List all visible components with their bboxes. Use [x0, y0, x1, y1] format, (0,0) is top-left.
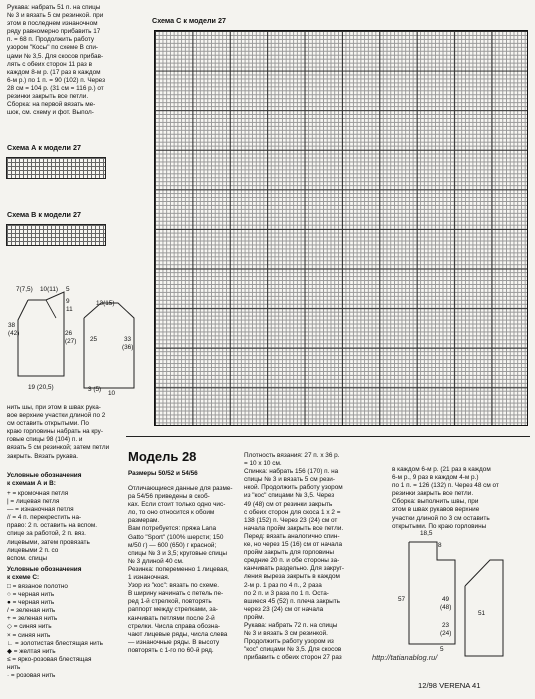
col2-text: Отличающиеся данные для разме- ра 54/56 приведены в скоб- ках. Если стоит только одно чис- ло, то оно относится к обоим размерам. Вам потребуется: пряжа Lana Gatto "Sport" (100% шерсти; 150 м/50 г) — 600 (650) г красной; спицы № 3 и 3,5; круговые спицы № 3 длиной 40 см. Резинка: попеременно 1 лицевая, 1 изнаночная. Узор из "кос": вязать по схеме. В ширину начинать с петель пе- ред 1-й стрелкой, повторять раппорт между стрелками, за- канчивать петлями после 2-й стрелки. Числа справа обозна- чают лицевые ряды, числа слева — изнаночные ряды. В высоту повторять с 1-го по 60-й ряд.	[128, 485, 233, 654]
sl-g: (24)	[440, 630, 452, 637]
section-divider	[126, 436, 530, 437]
col4-text: в каждом 6-м р. (21 раз в каждом 6-м р., 9 раз в каждом 4-м р.) по 1 п. = 126 (132) п. Через 48 см от резинки закрыть все петли. Сборка: выполнить швы, при этом в швах рукавов верхние участки длиной по 3 см оставить открытыми. По краю горловины	[392, 466, 499, 530]
legend-c-title: Условные обозначения к схеме С:	[7, 566, 82, 582]
model-title: Модель 28	[128, 449, 197, 464]
schema-diagram	[395, 536, 505, 664]
left-top-text: Рукава: набрать 51 п. на спицы № 3 и вязать 5 см резинкой. при этом в последнем изнаночном ряду равномерно прибавить 17 п. = 68 п. Продолжить работу узором "Косы" по схеме В спи- цами № 3,5. Для скосов прибав- лять с обеих сторон 11 раз в каждом 8-м р. (17 раз в каждом 6-м р.) по 1 п. = 90 (102) п. Через 28 см = 104 р. (31 см = 116 р.) от резинки закрыть все петли. Сборка: на первой вязать ме- шок, см. схему и фот. Выпол-	[7, 4, 106, 117]
dim-a: 7(7,5)	[16, 286, 33, 293]
dim-m: 19 (20,5)	[28, 384, 54, 391]
dim-f: 13(15)	[96, 300, 115, 307]
col3-text: Плотность вязания: 27 п. х 36 р. = 10 х 10 см. Спинка: набрать 156 (170) п. на спицы № 3 и вязать 5 см рези- нкой. Продолжить работу узором из "кос" спицами № 3,5. Через 49 (48) см от резинки закрыть с обеих сторон для скоса 1 x 2 = 138 (152) п. Через 23 (24) см от начала пройм закрыть все петли. Перед: вязать аналогично спин- ке, но через 15 (16) см от начала пройм закрыть для горловины средние 20 п. и обе стороны за- канчивать раздельно. Для закруг- ления выреза закрыть в каждом 2-м р. 1 раз по 4 п., 2 раза по 2 п. и 3 раза по 1 п. Оста- вшиеся 45 (52) п. плеча закрыть через 23 (24) см от начала пройм. Рукава: набрать 72 п. на спицы № 3 и вязать 3 см резинкой. Продолжить работу узором из "кос" спицами № 3,5. Для скосов прибавить с обеих сторон 27 раз	[244, 452, 344, 662]
sl-i: 51	[478, 610, 486, 617]
left-mid-text: нить шы, при этом в швах рука- вое верхние участки длиной по 2 см оставить открытыми. По краю горловины набрать на кру- говые спицы 98 (104) п. и вязать 5 см резинкой; затем петли закрыть. Вязать рукава.	[7, 404, 110, 460]
dim-d: 9	[66, 298, 70, 305]
page-footer: 12/98 VERENA 41	[418, 681, 481, 690]
dim-g: 38	[8, 322, 16, 329]
dim-c: 5	[66, 286, 70, 293]
dim-n: 3 (5)	[88, 386, 102, 393]
watermark: http://tatianablog.ru/	[372, 653, 438, 662]
dim-j: 25	[90, 336, 98, 343]
scheme-b-title: Схема В к модели 27	[7, 210, 81, 219]
scheme-a-title: Схема А к модели 27	[7, 143, 81, 152]
legend-c: □ = вязаное полотно ○ = черная нить ● = черная нить / = зеленая нить + = зеленая нить ◇ = синяя нить × = синяя нить ∟ = золотистая блестящая нить ◆ = желтая нить ≤ = ярко-розовая блестящая нить · = розовая нить	[7, 583, 104, 680]
sl-a: 18,5	[420, 530, 433, 537]
dim-i: (27)	[65, 338, 77, 345]
scheme-c-chart	[154, 30, 528, 426]
dim-o: 10	[108, 390, 116, 397]
scheme-b-chart	[6, 224, 106, 246]
sl-b: 8	[438, 542, 442, 549]
sl-c: 49	[442, 596, 450, 603]
legend-ab: + = кромочная петля | = лицевая петля — = изнаночная петля // = 4 п. перекрестить на- право: 2 п. оставить на вспом. спице за работой, 2 п. вяз. лицевыми, затем провязать лицевыми 2 п. со вспом. спицы	[7, 490, 98, 562]
dim-b: 10(11)	[40, 286, 58, 293]
dim-k: 33	[124, 336, 132, 343]
legend-ab-title: Условные обозначения к схемам А и В:	[7, 472, 82, 488]
scheme-c-title: Схема С к модели 27	[152, 16, 226, 25]
scheme-a-chart	[6, 157, 106, 179]
sl-h: 5	[440, 646, 444, 653]
sl-f: 23	[442, 622, 450, 629]
dim-g2: (42)	[8, 330, 20, 337]
sl-d: (48)	[440, 604, 452, 611]
dim-l: (36)	[122, 344, 134, 351]
dim-h: 26	[65, 330, 73, 337]
dim-e: 11	[66, 306, 73, 313]
sl-e: 57	[398, 596, 406, 603]
sizes: Размеры 50/52 и 54/56	[128, 470, 198, 477]
